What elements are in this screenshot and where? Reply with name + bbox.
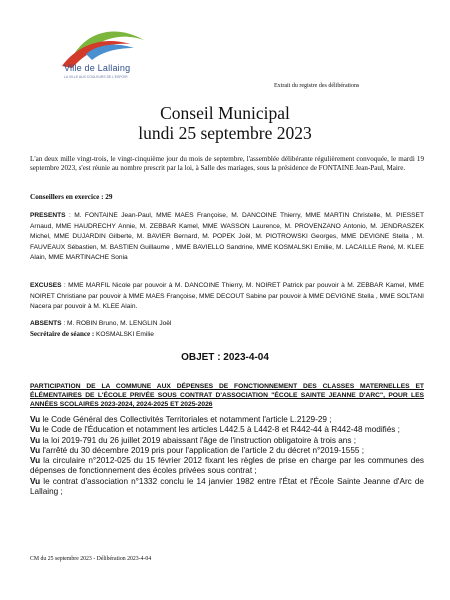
logo-tagline: LA VILLE AUX COULEURS DE L'ESPOIR (64, 75, 128, 79)
vu-list (30, 415, 424, 497)
list-item: Vu le Code Général des Collectivités Territoriales et notamment l'article L.2129-29 ; (30, 415, 332, 424)
presents-paragraph (30, 211, 424, 264)
city-logo (52, 14, 162, 106)
excuses-text: : MME MARFIL Nicole par pouvoir à M. DANCOINE Thierry, M. NOIRET Patrick par pouvoir à M. ZEBBAR Kamel, MME NOIRET Christiane par pouvoir à MME MAES Françoise, MME DECOUT Sabine par pouvoir à MME DEVIGNE Stella , MME SOLTANI Nacera par pouvoir à M. KLEE Alain. (30, 282, 424, 311)
secretaire-label: Secrétaire de séance : (30, 330, 95, 338)
absents-text: : M. ROBIN Bruno, M. LENGLIN Joël (61, 320, 172, 327)
extract-label: Extrait du registre des délibérations (274, 83, 360, 89)
logo-city-name: Ville de Lallaing (64, 63, 131, 73)
presents-text: : M. FONTAINE Jean-Paul, MME MAES Françoise, M. DANCOINE Thierry, MME MARTIN Christelle, M. PIESSET Arnaud, MME HAUDRECHY Annie, M. ZEBBAR Kamel, MME WASSON Laurence, M. PROVENZANO Antonio, M. JENDRASZEK Michel, MME DUJARDIN Gilberte, M. BAVIER Bernard, M. POPEK Joël, M. PIOTROWSKI Georges, MME DEVIGNE Stella , M. FAUVEAUX Sébastien, M. BASTIEN Guillaume , MME BAVIELLO Sandrine, MME KOSMALSKI Emilie, M. LACAILLE René, M. KLEE Alain, MME MARTINACHE Sonia (30, 212, 424, 262)
list-item: Vu le Code de l'Éducation et notamment les articles L442.5 à L442-8 et R442-44 à R442-48 modifiés ; (30, 425, 400, 435)
list-item: Vu la loi 2019-791 du 26 juillet 2019 abaissant l'âge de l'instruction obligatoire à trois ans ; (30, 435, 356, 445)
list-item: Vu l'arrêté du 30 décembre 2019 pris pour l'application de l'article 2 du décret n°2019-1555 ; (30, 445, 365, 455)
intro-paragraph: L'an deux mille vingt-trois, le vingt-cinquième jour du mois de septembre, l'assemblée délibérante régulièrement convoquée, le mardi 19 septembre 2023, s'est réunie au nombre prescrit par la loi, à Salle des mariages, sous la présidence de FONTAINE Jean-Paul, Maire. (30, 155, 424, 173)
page-footer: CM du 25 septembre 2023 - Délibération 2023-4-04 (30, 556, 152, 562)
list-item: Vu le contrat d'association n°1332 conclu le 14 janvier 1982 entre l'État et l'École Sainte Jeanne d'Arc de Lallaing ; (30, 476, 424, 497)
document-title: Conseil Municipal (160, 103, 290, 123)
excuses-paragraph (30, 281, 424, 313)
excuses-label: EXCUSES (30, 282, 62, 289)
list-item: Vu la circulaire n°2012-025 du 15 février 2012 fixant les règles de prise en charge par les communes des dépenses de fonctionnement des écoles privées sous contrat ; (30, 456, 424, 476)
secretaire-text: KOSMALSKI Emilie (94, 331, 154, 338)
subject-heading: PARTICIPATION DE LA COMMUNE AUX DÉPENSES DE FONCTIONNEMENT DES CLASSES MATERNELLES ET ÉLÉMENTAIRES DE L'ÉCOLE PRIVÉE SOUS CONTRAT D'ASSOCIATION "ÉCOLE SAINTE JEANNE D'ARC", POUR LES ANNÉES SCOLAIRES 2023-2024, 2024-2025 ET 2025-2026 (30, 383, 424, 409)
secretaire-paragraph (30, 329, 424, 341)
document-date: lundi 25 septembre 2023 (138, 123, 312, 143)
objet-heading: OBJET : 2023-4-04 (181, 352, 269, 363)
counsellors-count: Conseillers en exercice : 29 (30, 193, 113, 201)
absents-label: ABSENTS (30, 320, 62, 327)
presents-label: PRESENTS (30, 212, 66, 219)
absents-paragraph (30, 319, 424, 330)
